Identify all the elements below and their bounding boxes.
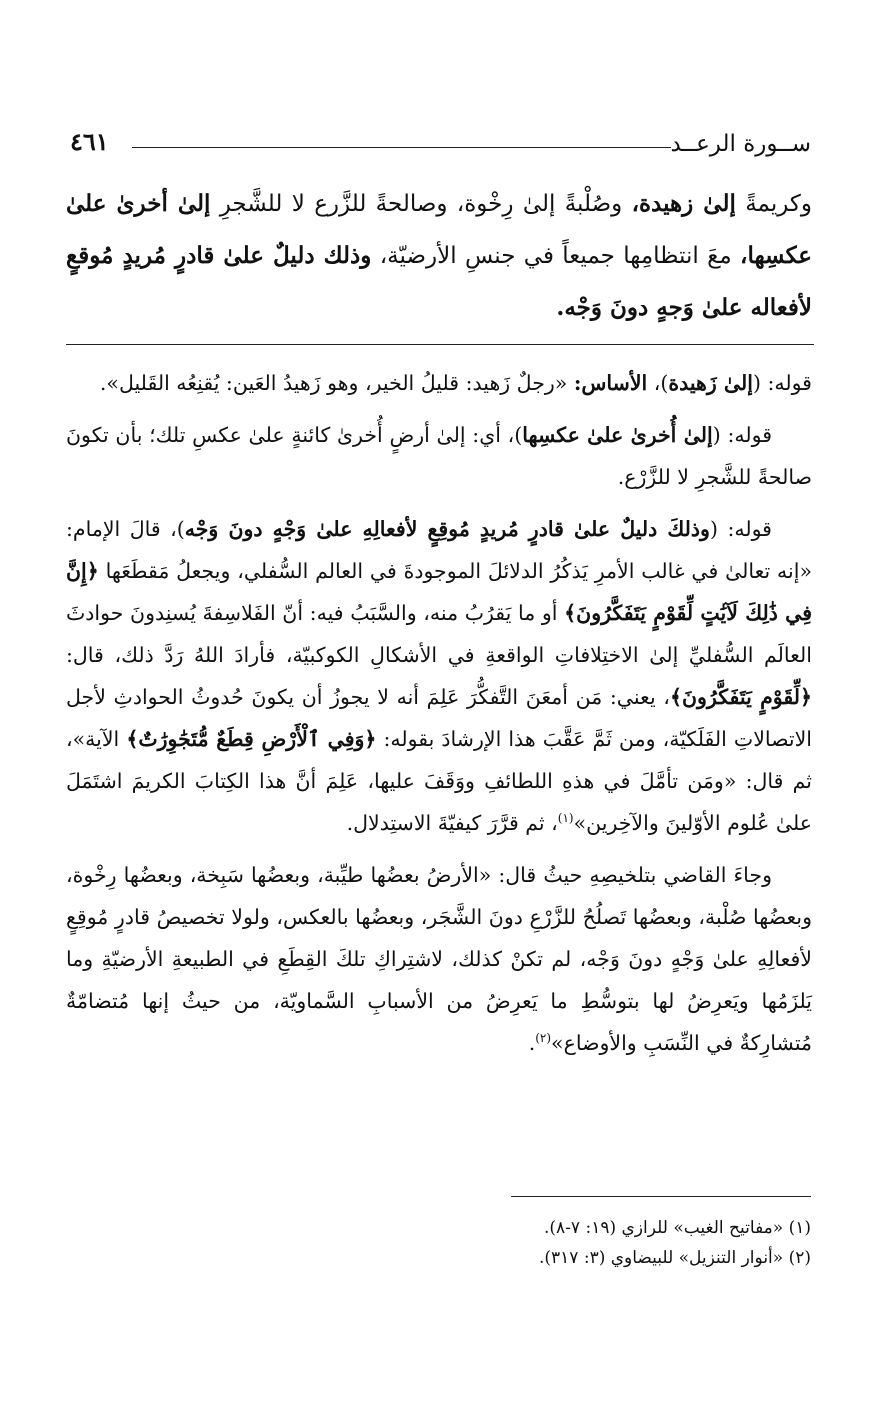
commentary-text: )، قالَ الإمام: «إنه تعالىٰ في غالب الأمرِ يَذكُرُ الدلائلَ الموجودةَ في العالم السُّفلي، ويجعلُ مَقطَعَها: [66, 517, 812, 583]
footnote-2: (٢) «أنوار التنزيل» للبيضاوي (٣: ٣١٧).: [538, 1248, 811, 1268]
commentary-text: ، يعني: مَن أمعَنَ التَّفكُّرَ عَلِمَ أنه لا يجوزُ أن يكونَ حُدوثُ الحوادثِ لأجل الاتصالاتِ الفَلَكيّة، ومن ثَمَّ عَقَّبَ هذا الإرشادَ بقوله:: [66, 685, 812, 751]
footnote-1: (١) «مفاتيح الغيب» للرازي (١٩: ٧-٨).: [543, 1218, 811, 1238]
commentary-text: الآية»، ثم قال: «ومَن تأمَّلَ في هذهِ اللطائفِ ووَقَفَ عليها، عَلِمَ أنَّ هذا الكِتابَ الكريمَ اشتَمَلَ علىٰ عُلوم الأوّلينَ والآخِرين»: [66, 727, 812, 835]
matn-bold-text: إلىٰ أخرىٰ علىٰ عكسِها،: [66, 190, 812, 269]
quran-verse: ﴿لِّقَوْمٍ يَتَفَكَّرُونَ﴾: [669, 685, 812, 709]
commentary-paragraph: [66, 508, 812, 844]
quoted-phrase: إلىٰ زَهيدة: [668, 371, 753, 395]
main-text-rule: [66, 344, 814, 345]
matn-text: معَ انتظامِها جميعاً في جنسِ الأرضيّة،: [371, 243, 741, 269]
commentary-text: «رجلٌ زَهيد: قليلُ الخير، وهو زَهيدُ العَين: يُقنِعُه القَليل».: [99, 371, 574, 395]
footnote-rule: [511, 1196, 811, 1197]
matn-text: وصُلْبةً إلىٰ رِخْوة، وصالحةً للزَّرع لا للشَّجرِ: [210, 191, 632, 217]
commentary-text: قوله: (: [712, 423, 772, 447]
matn-bold-text: إلىٰ زهيدة،: [631, 190, 736, 217]
matn-bold-text: وذلك دليلٌ علىٰ قادرٍ مُريدٍ مُوقعٍ لأفعاله علىٰ وَجهٍ دونَ وَجْه.: [66, 242, 812, 321]
commentary: [66, 362, 812, 1074]
commentary-text: أو ما يَقرُبُ منه، والسَّبَبُ فيه: أنّ الفَلاسِفةَ يُسنِدونَ حوادثَ العالَم السُّفليِّ إلىٰ الاختِلافاتِ الواقعةِ في الأشكالِ الكوكبيّة، فأرادَ اللهُ رَدَّ ذلك، قال:: [66, 601, 812, 667]
commentary-text: قوله: (: [752, 371, 812, 395]
commentary-text: وجاءَ القاضي بتلخيصِهِ حيثُ قال: «الأرضُ بعضُها طيِّبة، وبعضُها سَبِخة، وبعضُها رِخْوة، وبعضُها صُلْبة، وبعضُها تَصلُحُ للزَّرْعِ دونَ الشَّجَر، وبعضُها بالعكس، ولولا تخصيصُ قادرٍ مُوقِعٍ لأفعالِهِ علىٰ وَجْهٍ دونَ وَجْه، لم تكنْ كذلك، لاشتِراكِ تلكَ القِطَعِ في الطبيعةِ الأرضيّةِ وما يَلزَمُها ويَعرِضُ لها بتوسُّطِ ما يَعرِضُ من الأسبابِ السَّماويّة، من حيثُ إنها مُتضامّةٌ مُتشارِكةٌ في النِّسَبِ والأوضاع»: [66, 863, 812, 1055]
page-number: ٤٦١: [70, 127, 109, 156]
main-text: [66, 178, 812, 334]
quoted-phrase: إلىٰ أُخرىٰ علىٰ عكسِها: [522, 423, 713, 447]
commentary-text: .: [528, 1031, 536, 1055]
footnote-ref[interactable]: (٢): [535, 1031, 552, 1046]
quran-verse: ﴿إِنَّ فِي ذَٰلِكَ لَآيَٰتٍ لِّقَوْمٍ يَتَفَكَّرُونَ﴾: [66, 559, 812, 625]
footnote-ref[interactable]: (١): [557, 811, 574, 826]
footnotes: [111, 1213, 811, 1273]
header-rule: [132, 147, 671, 148]
quoted-phrase: وذلكَ دليلٌ علىٰ قادرٍ مُريدٍ مُوقِعٍ لأفعالِهِ علىٰ وَجْهٍ دونَ وَجْه: [184, 517, 710, 541]
matn-text: وكريمةً: [735, 191, 812, 217]
commentary-text: )، أي: إلىٰ أرضٍ أُخرىٰ كائنةٍ علىٰ عكسِ تلك؛ بأن تكونَ صالحةً للشَّجرِ لا للزَّرْع.: [66, 423, 812, 489]
commentary-paragraph: [66, 854, 812, 1064]
commentary-paragraph: [66, 414, 812, 498]
running-header: [70, 126, 811, 166]
commentary-text: )،: [647, 371, 669, 395]
commentary-paragraph: [66, 362, 812, 404]
quran-verse: ﴿وَفِي ٱلْأَرْضِ قِطَعٌ مُّتَجَٰوِرَٰتٌ﴾: [126, 727, 377, 751]
source-name: الأساس:: [573, 371, 648, 395]
commentary-text: قوله: (: [709, 517, 772, 541]
commentary-text: ، ثم قرَّرَ كيفيّةَ الاستِدلال.: [346, 811, 558, 835]
sura-title: ســورة الرعــد: [670, 131, 811, 157]
